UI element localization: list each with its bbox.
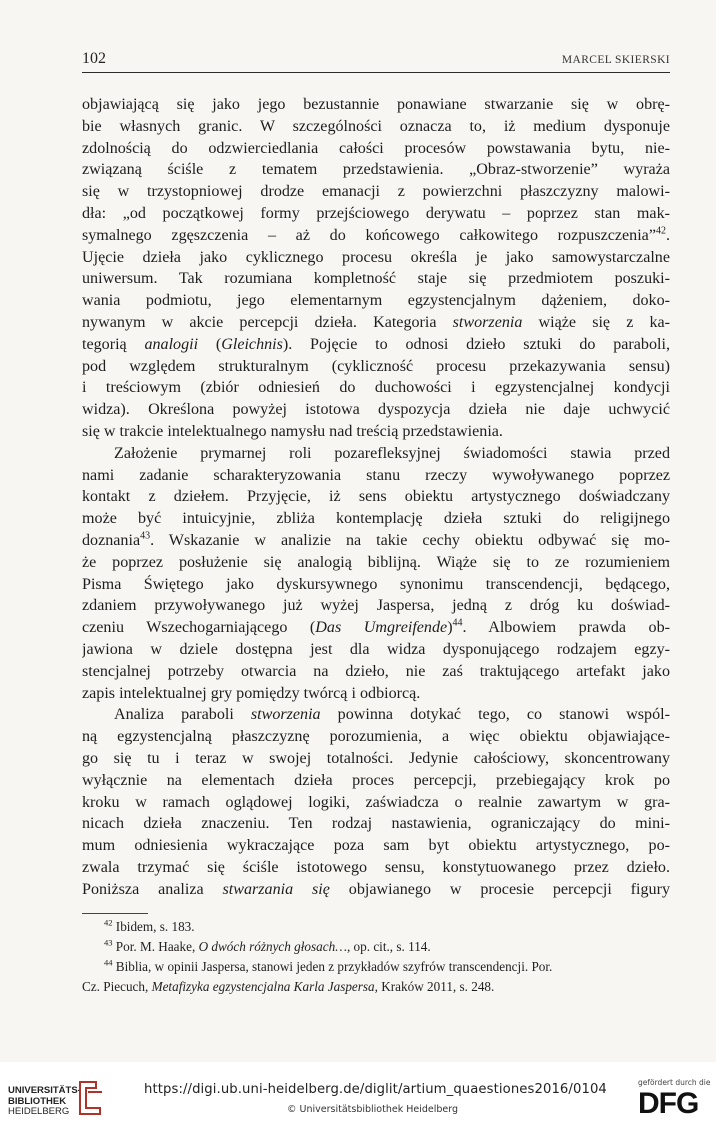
text-run: widza). Określona powyżej istotowa dyspozycja dzieła nie daje uchwycić bbox=[82, 401, 670, 419]
italic-term: Das Umgreifende bbox=[315, 619, 448, 637]
text-run: dła: „od początkowej formy przejściowego derywatu – poprzez stan mak- bbox=[82, 204, 670, 222]
italic-term: stworzenia bbox=[250, 706, 321, 724]
text-run: ) bbox=[447, 619, 453, 637]
text-run: mum odniesienia wykraczające poza sam byt obiektu artystycznego, po- bbox=[82, 837, 670, 855]
text-run: zdolnością do odzwierciedlania całości procesów powstawania bytu, nie- bbox=[82, 139, 670, 157]
text-run: wania podmiotu, jego elementarnym egzystencjalnym dążeniem, doko- bbox=[82, 292, 670, 310]
text-run: nami zadanie scharakteryzowania stanu rzeczy wywoływanego poprzez bbox=[82, 466, 670, 484]
text-run: że poprzez posłużenie się analogią biblijną. Wiąże się to ze rozumieniem bbox=[82, 553, 670, 571]
text-line bbox=[82, 617, 670, 639]
text-line bbox=[82, 530, 670, 552]
text-run: wiąże się z ka- bbox=[522, 313, 670, 331]
text-run: wyłącznie na elementach dzieła proces percepcji, przebiegający krok po bbox=[82, 771, 670, 789]
footnote-text: Ibidem, s. 183. bbox=[115, 919, 195, 934]
text-run: symalnego zgęszczenia – aż do końcowego całkowitego rozpuszczenia” bbox=[82, 226, 656, 244]
text-run: Ujęcie dzieła jako cyklicznego procesu określa je jako samowystarczalne bbox=[82, 248, 670, 266]
footnote-ref[interactable]: 42 bbox=[655, 225, 666, 237]
text-run: . bbox=[665, 226, 670, 244]
text-run: . Albowiem prawda ob- bbox=[462, 619, 670, 637]
text-run: stencjalnej potrzeby otwarcia na dzieło, nie zaś traktującego artefakt jako bbox=[82, 662, 670, 680]
text-line bbox=[82, 683, 670, 705]
footnote-text: Cz. Piecuch, bbox=[82, 979, 152, 994]
text-line bbox=[82, 879, 670, 901]
footnote-number: 42 bbox=[104, 917, 113, 928]
footnotes bbox=[82, 917, 670, 997]
text-line bbox=[82, 247, 670, 269]
text-line bbox=[82, 792, 670, 814]
uni-line-2: BIBLIOTHEK bbox=[8, 1095, 67, 1107]
page-number: 102 bbox=[82, 50, 106, 67]
text-run: Założenie prymarnej roli pozarefleksyjnej świadomości stawia przed bbox=[114, 444, 670, 462]
text-run: objawianego w procesie percepcji figury bbox=[329, 880, 670, 898]
dfg-logo[interactable]: DFG bbox=[638, 1087, 699, 1120]
text-run: kontakt z dziełem. Przyjęcie, iż sens obiektu artystycznego doświadczany bbox=[82, 488, 670, 506]
text-run: tegorią bbox=[82, 335, 145, 353]
text-line bbox=[82, 399, 670, 421]
text-run: objawiającą się jako jego bezustannie ponawiane stwarzanie się w obrę- bbox=[82, 96, 670, 113]
text-line bbox=[82, 595, 670, 617]
footnote-ref[interactable]: 43 bbox=[140, 530, 151, 542]
text-line bbox=[82, 443, 670, 465]
text-line bbox=[82, 225, 670, 247]
text-line bbox=[82, 290, 670, 312]
text-run: . Wskazanie w analizie na takie cechy obiektu odbywać się mo- bbox=[150, 531, 670, 549]
document-url-link[interactable]: https://digi.ub.uni-heidelberg.de/diglit/artium_quaestiones2016/0104 bbox=[144, 1082, 607, 1097]
text-run: uniwersum. Tak rozumiana kompletność staje się przedmiotem poszuki- bbox=[82, 270, 670, 288]
footnote-text: Por. M. Haake, bbox=[115, 939, 199, 954]
text-run: się w trzystopniowej drodze emanacji z powierzchni płaszczyzny malowi- bbox=[82, 183, 670, 201]
text-line bbox=[82, 704, 670, 726]
viewer-footer bbox=[0, 1062, 716, 1123]
text-run: powinna dotykać tego, co stanowi wspól- bbox=[320, 706, 670, 724]
italic-term: analogii bbox=[144, 335, 199, 353]
uni-line-3: HEIDELBERG bbox=[8, 1106, 70, 1117]
text-line bbox=[82, 334, 670, 356]
text-run: ( bbox=[198, 335, 222, 353]
text-line bbox=[82, 813, 670, 835]
footnote bbox=[82, 957, 670, 977]
footnote-number: 44 bbox=[104, 957, 113, 968]
text-run: ). Pojęcie to odnosi dzieło sztuki do paraboli, bbox=[282, 335, 670, 353]
text-line bbox=[82, 159, 670, 181]
text-line bbox=[82, 356, 670, 378]
footnote-number: 43 bbox=[104, 937, 113, 948]
footnote bbox=[82, 937, 670, 957]
text-line bbox=[82, 748, 670, 770]
text-run: ną egzystencjalną płaszczyznę porozumienia, a więc obiektu objawiające- bbox=[82, 728, 670, 746]
copyright-notice: © Universitätsbibliothek Heidelberg bbox=[287, 1104, 459, 1115]
university-library-name bbox=[8, 1086, 81, 1118]
text-line bbox=[82, 857, 670, 879]
running-head bbox=[82, 50, 670, 73]
body-text bbox=[82, 94, 670, 900]
text-line bbox=[82, 726, 670, 748]
running-author: MARCEL SKIERSKI bbox=[561, 54, 670, 66]
text-run: może być intuicyjnie, zbliża kontemplację dzieła sztuki do religijnego bbox=[82, 510, 670, 528]
text-line bbox=[82, 508, 670, 530]
text-line bbox=[82, 268, 670, 290]
uni-line-1: UNIVERSITÄTS- bbox=[8, 1085, 81, 1096]
text-line bbox=[82, 552, 670, 574]
text-line bbox=[82, 94, 670, 116]
text-run: pod względem strukturalnym (cykliczność procesu przekazywania sensu) bbox=[82, 357, 670, 375]
text-run: go się tu i teraz w swojej totalności. Jedynie całościowy, skoncentrowany bbox=[82, 749, 670, 767]
text-line bbox=[82, 138, 670, 160]
text-run: Pisma Świętego jako dyskursywnego synonimu transcendencji, będącego, bbox=[82, 575, 670, 593]
footnote-separator bbox=[82, 913, 148, 914]
text-run: jawiona w dziele dostępna jest dla widza dysponującego rodzajem egzy- bbox=[82, 640, 670, 658]
footnote-text: , op. cit., s. 114. bbox=[346, 939, 431, 954]
text-run: Poniższa analiza bbox=[82, 880, 223, 898]
footnote-text: Biblia, w opinii Jaspersa, stanowi jeden z przykładów szyfrów transcendencji. Por. bbox=[115, 959, 553, 974]
text-run: się w trakcie intelektualnego namysłu nad treścią przedstawienia. bbox=[82, 422, 503, 440]
footnote-text: , Kraków 2011, s. 248. bbox=[374, 979, 495, 994]
university-library-logo[interactable] bbox=[8, 1076, 108, 1118]
italic-term: stworzenia bbox=[452, 313, 523, 331]
text-run: związaną ściśle z tematem przedstawienia. „Obraz-stworzenie” wyraża bbox=[82, 161, 670, 179]
text-run: nywanym w akcie percepcji dzieła. Kategoria bbox=[82, 313, 453, 331]
text-run: zapis intelektualnej gry pomiędzy twórcą i odbiorcą. bbox=[82, 684, 421, 702]
text-run: czeniu Wszechogarniającego ( bbox=[82, 619, 316, 637]
text-line bbox=[82, 574, 670, 596]
footnote-ref[interactable]: 44 bbox=[452, 617, 463, 629]
italic-title: Metafizyka egzystencjalna Karla Jaspersa bbox=[151, 979, 375, 994]
italic-term: stwarzania się bbox=[222, 880, 330, 898]
text-run: zwala trzymać się ściśle istotowego sensu, konstytuowanego przez dzieło. bbox=[82, 858, 670, 876]
text-run: zdaniem przywoływanego już wyżej Jaspersa, jedną z dróg ku doświad- bbox=[82, 597, 670, 615]
heidelberg-mark-icon bbox=[74, 1078, 106, 1118]
footnote bbox=[82, 977, 670, 997]
italic-term: Gleichnis bbox=[221, 335, 283, 353]
text-line bbox=[82, 116, 670, 138]
text-line bbox=[82, 770, 670, 792]
dfg-caption: gefördert durch die bbox=[638, 1078, 711, 1087]
text-line bbox=[82, 421, 670, 443]
text-run: kroku w ramach oglądowej logiki, zaświadcza o realnie zawartym w gra- bbox=[82, 793, 670, 811]
text-run: bie własnych granic. W szczególności oznacza to, iż medium dysponuje bbox=[82, 117, 670, 135]
text-run: doznania bbox=[82, 531, 141, 549]
text-run: i treściowym (zbiór odniesień do duchowości i egzystencjalnej kondycji bbox=[82, 379, 670, 397]
text-line bbox=[82, 377, 670, 399]
text-line bbox=[82, 312, 670, 334]
text-run: Analiza paraboli bbox=[114, 706, 251, 724]
text-line bbox=[82, 486, 670, 508]
text-run: nicach dzieła znaczeniu. Ten rodzaj nastawienia, ograniczający do mini- bbox=[82, 815, 670, 833]
text-line bbox=[82, 465, 670, 487]
text-line bbox=[82, 203, 670, 225]
italic-title: O dwóch różnych głosach… bbox=[198, 939, 347, 954]
text-line bbox=[82, 181, 670, 203]
footnote bbox=[82, 917, 670, 937]
text-line bbox=[82, 661, 670, 683]
text-line bbox=[82, 639, 670, 661]
text-line bbox=[82, 835, 670, 857]
